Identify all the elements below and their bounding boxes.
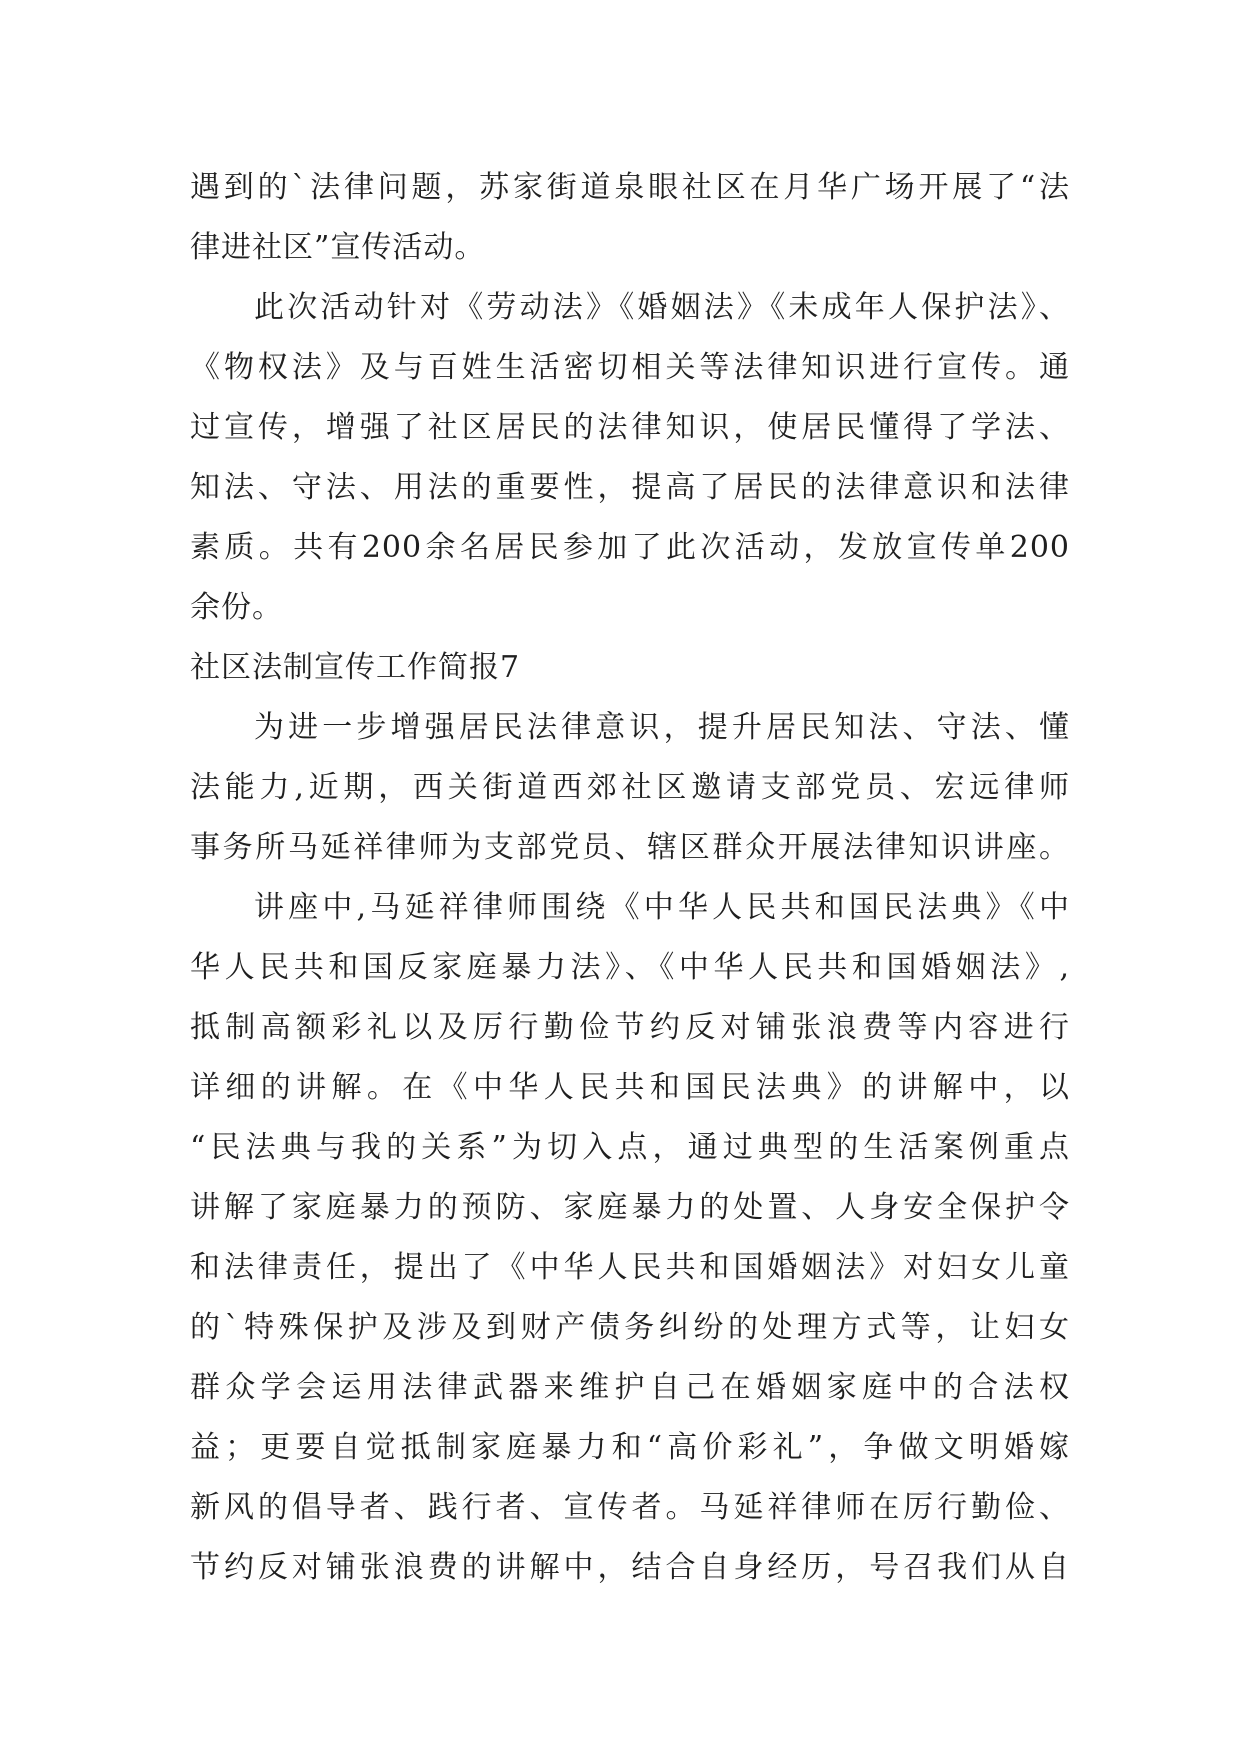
section-heading: 社区法制宣传工作简报7 bbox=[190, 650, 521, 685]
text-line: 过宣传，增强了社区居民的法律知识，使居民懂得了学法、 bbox=[190, 410, 1070, 445]
paragraph-1 bbox=[190, 158, 1070, 278]
text-line: 事务所马延祥律师为支部党员、辖区群众开展法律知识讲座。 bbox=[190, 830, 1070, 865]
text-line: 知法、守法、用法的重要性，提高了居民的法律意识和法律 bbox=[190, 470, 1070, 505]
text-line: 讲座中,马延祥律师围绕《中华人民共和国民法典》《中 bbox=[254, 890, 1070, 925]
text-line: 益；更要自觉抵制家庭暴力和“高价彩礼”，争做文明婚嫁 bbox=[190, 1430, 1070, 1465]
paragraph-3 bbox=[190, 698, 1070, 878]
text-line: 讲解了家庭暴力的预防、家庭暴力的处置、人身安全保护令 bbox=[190, 1190, 1070, 1225]
text-line: 抵制高额彩礼以及厉行勤俭节约反对铺张浪费等内容进行 bbox=[190, 1010, 1070, 1045]
text-line: 和法律责任，提出了《中华人民共和国婚姻法》对妇女儿童 bbox=[190, 1250, 1070, 1285]
text-line: 华人民共和国反家庭暴力法》、《中华人民共和国婚姻法》, bbox=[190, 950, 1070, 985]
text-line: 遇到的`法律问题，苏家街道泉眼社区在月华广场开展了“法 bbox=[190, 170, 1070, 205]
text-line: 《物权法》及与百姓生活密切相关等法律知识进行宣传。通 bbox=[190, 350, 1070, 385]
paragraph-4 bbox=[190, 878, 1070, 1598]
text-line: 群众学会运用法律武器来维护自己在婚姻家庭中的合法权 bbox=[190, 1370, 1070, 1405]
text-line: “民法典与我的关系”为切入点，通过典型的生活案例重点 bbox=[190, 1130, 1070, 1165]
document-body bbox=[190, 158, 1070, 1598]
text-line: 此次活动针对《劳动法》《婚姻法》《未成年人保护法》、 bbox=[254, 290, 1070, 325]
text-line: 节约反对铺张浪费的讲解中，结合自身经历，号召我们从自 bbox=[190, 1550, 1070, 1585]
paragraph-2 bbox=[190, 278, 1070, 638]
text-line: 为进一步增强居民法律意识，提升居民知法、守法、懂 bbox=[254, 710, 1070, 745]
text-line: 详细的讲解。在《中华人民共和国民法典》的讲解中，以 bbox=[190, 1070, 1070, 1105]
text-line: 法能力,近期，西关街道西郊社区邀请支部党员、宏远律师 bbox=[190, 770, 1070, 805]
text-line: 余份。 bbox=[190, 590, 283, 625]
text-line: 素质。共有200余名居民参加了此次活动，发放宣传单200 bbox=[190, 530, 1070, 565]
text-line: 律进社区”宣传活动。 bbox=[190, 230, 486, 265]
text-line: 新风的倡导者、践行者、宣传者。马延祥律师在厉行勤俭、 bbox=[190, 1490, 1070, 1525]
text-line: 的`特殊保护及涉及到财产债务纠纷的处理方式等，让妇女 bbox=[190, 1310, 1070, 1345]
